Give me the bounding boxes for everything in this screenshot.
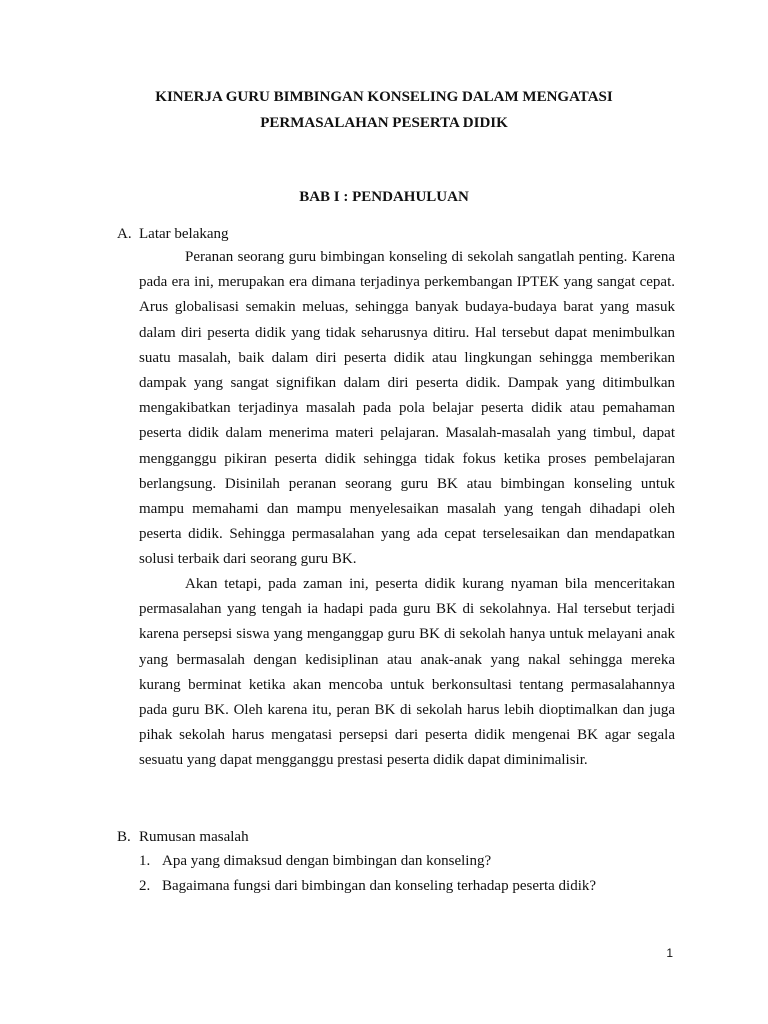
section-heading-a [117, 225, 229, 243]
document-title-line-2: PERMASALAHAN PESERTA DIDIK [260, 115, 508, 131]
chapter-heading: BAB I : PENDAHULUAN [299, 189, 469, 205]
page-number: 1 [666, 946, 673, 960]
section-letter: B. [117, 829, 131, 845]
section-title: Latar belakang [139, 226, 229, 242]
list-item [139, 877, 596, 902]
list-item [139, 852, 596, 877]
paragraph: Peranan seorang guru bimbingan konseling di sekolah sangatlah penting. Karena pada era ini, merupakan era dimana terjadinya perkembangan IPTEK yang sangat cepat. Arus globalisasi semakin meluas, sehingga banyak budaya-budaya barat yang masuk dalam diri peserta didik yang tidak seharusnya ditiru. Hal tersebut dapat menimbulkan suatu masalah, baik dalam diri peserta didik atau lingkungan sehingga memberikan dampak yang sangat signifikan dalam diri peserta didik. Dampak yang ditimbulkan mengakibatkan terjadinya masalah pada pola belajar peserta didik atau pemahaman peserta didik dalam menerima materi pelajaran. Masalah-masalah yang timbul, dapat mengganggu pikiran peserta didik sehingga tidak fokus ketika proses pembelajaran berlangsung. Disinilah peranan seorang guru BK atau bimbingan konseling untuk mampu memahami dan mampu menyelesaikan masalah yang tengah dihadapi oleh peserta didik. Sehingga permasalahan yang ada cepat terselesaikan dan mendapatkan solusi terbaik dari seorang guru BK. [139, 249, 675, 568]
list-item-text: Bagaimana fungsi dari bimbingan dan konseling terhadap peserta didik? [162, 878, 597, 894]
list-item-text: Apa yang dimaksud dengan bimbingan dan konseling? [162, 853, 492, 869]
section-title: Rumusan masalah [139, 829, 249, 845]
document-title-line-1: KINERJA GURU BIMBINGAN KONSELING DALAM MENGATASI [155, 89, 613, 105]
section-heading-b [117, 828, 249, 846]
list-item-number: 1. [139, 853, 151, 869]
research-questions-list [139, 852, 596, 902]
section-letter: A. [117, 226, 132, 242]
paragraph: Akan tetapi, pada zaman ini, peserta didik kurang nyaman bila menceritakan permasalahan yang tengah ia hadapi pada guru BK di sekolahnya. Hal tersebut terjadi karena persepsi siswa yang menganggap guru BK di sekolah hanya untuk melayani anak yang bermasalah dengan kedisiplinan atau anak-anak yang nakal sehingga mereka kurang berminat ketika akan mencoba untuk berkonsultasi tentang permasalahannya pada guru BK. Oleh karena itu, peran BK di sekolah harus lebih dioptimalkan dan juga pihak sekolah harus mengatasi persepsi dari peserta didik mengenai BK agar segala sesuatu yang dapat mengganggu prestasi peserta didik dapat diminimalisir. [139, 576, 675, 769]
list-item-number: 2. [139, 878, 151, 894]
